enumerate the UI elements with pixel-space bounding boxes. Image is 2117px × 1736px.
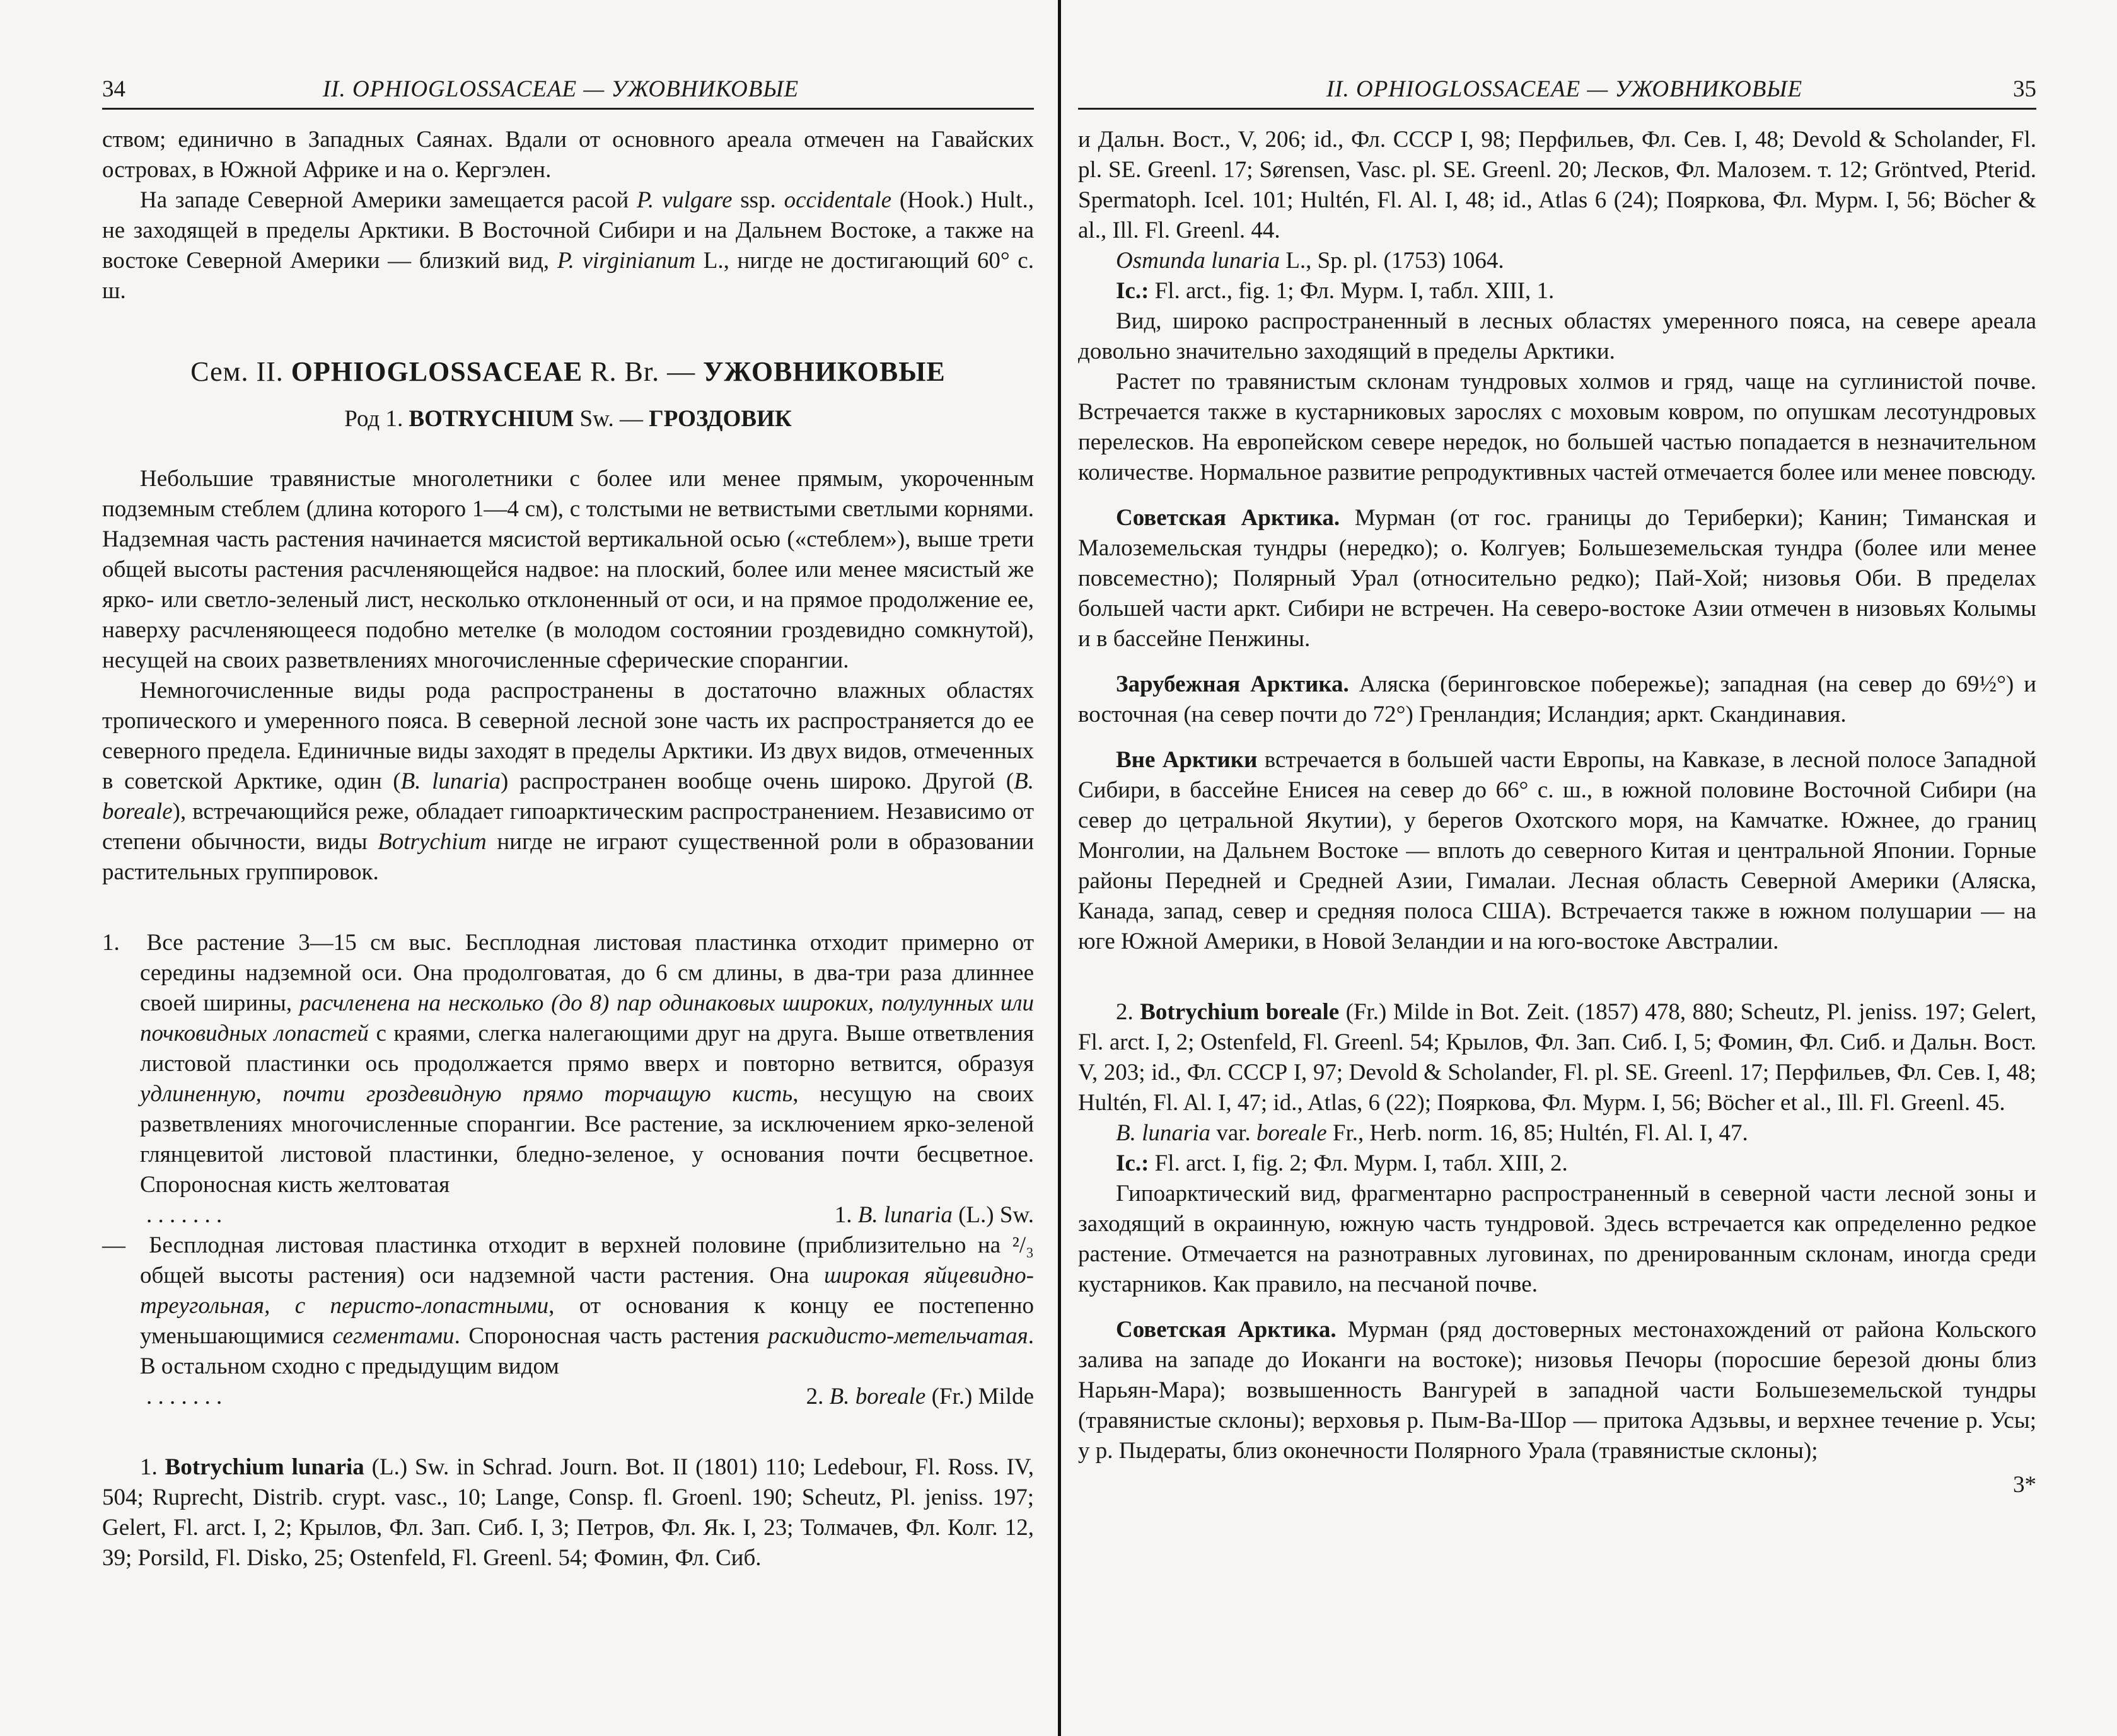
intro-text: ssp. (732, 187, 784, 213)
intro-paragraph-2 (102, 185, 1034, 306)
synonym-epithet: boreale (1256, 1120, 1327, 1146)
key-text: Все растение 3—15 см выс. Бесплодная листовая пластинка отходит примерно от середины надземной оси. Она продолговатая, до 6 см длины, в два-три раза длиннее своей ширины, (140, 930, 1034, 1016)
section-text: Мурман (ряд достоверных местонахождений от района Кольского залива на западе до Иоканги на востоке); низовья Печоры (поросшие березой дюны близ Нарьян-Мара); возвышенность Вангурей в западной части Большеземельской тундры (травянистые склоны); верховья р. Пым-Ва-Шор — притока Адзьвы, и верхнее течение р. Усы; у р. Пыдераты, близ оконечности Полярного Урала (травянистые склоны); (1078, 1317, 2036, 1464)
leader-dots: . . . . . . . (146, 1384, 223, 1409)
section-label: Вне Арктики (1116, 747, 1258, 773)
intro-paragraph-1: ством; единично в Западных Саянах. Вдали от основного ареала отмечен на Гавайских островах, в Южной Африке и на о. Кергэлен. (102, 127, 1034, 183)
key-text: . В остальном сходно с предыдущим видом (140, 1323, 1034, 1379)
key-number: 1. (102, 930, 120, 956)
synonym-citation: Fr., Herb. norm. 16, 85; Hultén, Fl. Al. I, 47. (1326, 1120, 1748, 1146)
species-name: Botrychium boreale (1140, 999, 1340, 1025)
habitat-paragraph: Растет по травянистым склонам тундровых холмов и гряд, чаще на суглинистой почве. Встречается также в кустарниковых зарослях с моховым ковром, по опушкам лесотундровых перелесков. На европейском севере нередок, но большей частью попадается в незначительном количестве. Нормальное развитие репродуктивных частей отмечается более или менее повсюду. (1078, 369, 2036, 485)
icones-boreale (1078, 1149, 2036, 1179)
family-author: R. Br. — (583, 356, 704, 387)
hypoarctic-paragraph: Гипоарктический вид, фрагментарно распространенный в северной части лесной зоны и заходящий в окраинную, южную часть тундровой. Здесь встречается как определенно редкое растение. Отмечается на разнотравных луговинах, по дренированным склонам, иногда среди кустарников. Как правило, на песчаной почве. (1078, 1181, 2036, 1297)
genus-description-2 (102, 676, 1034, 888)
soviet-arctic-lunaria (1078, 503, 2036, 654)
outside-arctic-lunaria (1078, 745, 2036, 957)
key-result-text: 2. B. boreale (Fr.) Milde (806, 1384, 1034, 1409)
key-couplet-2 (102, 1230, 1034, 1382)
family-russian-name: УЖОВНИКОВЫЕ (703, 356, 946, 387)
genus-russian-name: ГРОЗДОВИК (649, 406, 792, 432)
desc-text: ) распространен вообще очень широко. Другой ( (501, 768, 1014, 794)
desc-text: ), встречающийся реже, обладает гипоарктическим распространением. Независимо от степени обычности, виды (102, 799, 1034, 855)
species-entry-lunaria (102, 1452, 1034, 1573)
section-label: Зарубежная Арктика. (1116, 671, 1349, 697)
species-number: 2. (1116, 999, 1140, 1025)
section-text: Мурман (от гос. границы до Териберки); Канин; Тиманская и Малоземельская тундры (нередко); о. Колгуев; Большеземельская тундра (более или менее повсеместно); Полярный Урал (относительно редко); Пай-Хой; низовья Оби. В пределах большей части аркт. Сибири не встречен. На северо-востоке Азии отмечен в низовьях Колымы и в бассейне Пенжины. (1078, 505, 2036, 652)
taxon-name: Botrychium (378, 829, 487, 855)
species-name: Botrychium lunaria (165, 1454, 364, 1480)
habit-paragraph: Вид, широко распространенный в лесных областях умеренного пояса, на севере ареала довольно значительно заходящий в пределы Арктики. (1078, 308, 2036, 364)
icones-text: Fl. arct., fig. 1; Фл. Мурм. I, табл. XIII, 1. (1149, 278, 1555, 304)
icones-lunaria (1078, 276, 2036, 306)
family-prefix: Сем. II. (190, 356, 291, 387)
running-head-left (102, 76, 1034, 110)
key-result-2 (102, 1382, 1034, 1412)
key-text: с краями, слегка налегающими друг на друга. Выше ответвления листовой пластинки ось продолжается прямо вверх и повторно ветвится, образуя (140, 1021, 1034, 1077)
running-head-right (1078, 76, 2036, 110)
synonym-name: B. lunaria (1116, 1120, 1211, 1146)
genus-heading (102, 405, 1034, 432)
synonym-name: Osmunda lunaria (1116, 248, 1280, 274)
page-number-right: 35 (2013, 76, 2036, 102)
taxon-name: B. boreale (102, 768, 1034, 825)
key-result-1 (102, 1200, 1034, 1230)
foreign-arctic-lunaria (1078, 669, 2036, 730)
synonym-rank: var. (1210, 1120, 1257, 1146)
key-text-italic: удлиненную, почти гроздевидную прямо торчащую кисть (140, 1081, 793, 1107)
taxon-name: P. vulgare (637, 187, 733, 213)
key-text-italic: раскидисто-метельчатая (767, 1323, 1028, 1349)
section-text: встречается в большей части Европы, на Кавказе, в лесной полосе Западной Сибири, в бассейне Енисея на север до 66° с. ш., в южной половине Восточной Сибири (на север до цетральной Якутии), у берегов Охотского моря, на Камчатке. Южнее, до границ Монголии, на Дальнем Востоке — вплоть до северного Китая и центральной Японии. Горные районы Передней и Средней Азии, Гималаи. Лесная область Северной Америки (Аляска, Канада, запад, север и средняя полоса США). Встречается также в южном полушарии — на юге Южной Америки, в Новой Зеландии и на юго-востоке Австралии. (1078, 747, 2036, 954)
synonym-citation: L., Sp. pl. (1753) 1064. (1280, 248, 1504, 274)
key-number: — (102, 1232, 125, 1258)
running-title-left: II. OPHIOGLOSSACEAE — УЖОВНИКОВЫЕ (322, 76, 799, 102)
signature-mark: 3* (2013, 1472, 2036, 1498)
genus-name: BOTRYCHIUM (409, 406, 574, 432)
page-number-left: 34 (102, 76, 125, 102)
intro-text: На западе Северной Америки замещается расой (140, 187, 637, 213)
genus-author: Sw. — (574, 406, 649, 432)
key-text-italic: широкая яйцевидно-треугольная, с перисто-лопастными (140, 1263, 1034, 1319)
intro-text: L., нигде не достигающий 60° с. ш. (102, 248, 1034, 304)
species-entry-boreale (1078, 997, 2036, 1118)
desc-text: нигде не играют существенной роли в образовании растительных группировок. (102, 829, 1034, 885)
genus-prefix: Род 1. (344, 406, 409, 432)
gutter-rule (1058, 0, 1061, 1736)
genus-description-1: Небольшие травянистые многолетники с более или менее прямым, укороченным подземным стеблем (длина которого 1—4 см), с толстыми не ветвистыми светлыми корнями. Надземная часть растения начинается мясистой вертикальной осью («стеблем»), выше трети общей высоты растения расчленяющейся надвое: на плоский, более или менее мясистый же ярко- или светло-зеленый лист, несколько отклоненный от оси, и на прямое продолжение ее, наверху расчленяющееся подобно метелке (в молодом состоянии гроздевидно сомкнутой), несущей на своих разветвлениях многочисленные сферические спорангии. (102, 466, 1034, 673)
key-text: , от основания к концу ее постепенно уменьшающимися (140, 1293, 1034, 1349)
icones-label: Ic.: (1116, 278, 1149, 304)
key-text: Бесплодная листовая пластинка отходит в верхней половине (приблизительно на ²/₃ общей высоты растения) оси надземной части растения. Она (140, 1232, 1034, 1288)
key-text: , несущую на своих разветвлениях многочисленные спорангии. Все растение, за исключением ярко-зеленой глянцевитой листовой пластинки, бледно-зеленое, у основания почти бесцветное. Спороносная кисть желтоватая (140, 1081, 1035, 1198)
icones-text: Fl. arct. I, fig. 2; Фл. Мурм. I, табл. XIII, 2. (1149, 1150, 1568, 1176)
species-references: (Fr.) Milde in Bot. Zeit. (1857) 478, 880; Scheutz, Pl. jeniss. 197; Gelert, Fl. arct. I, 2; Ostenfeld, Fl. Greenl. 54; Крылов, Фл. Зап. Сиб. I, 5; Фомин, Фл. Сиб. и Дальн. Вост. V, 203; id., Фл. СССР I, 97; Devold & Scholander, Fl. pl. SE. Greenl. 17; Перфильев, Фл. Сев. I, 48; Hultén, Fl. Al. I, 47; id., Atlas, 6 (22); Пояркова, Фл. Мурм. I, 56; Böcher et al., Ill. Fl. Greenl. 45. (1078, 999, 2036, 1116)
running-title-right: II. OPHIOGLOSSACEAE — УЖОВНИКОВЫЕ (1326, 76, 1803, 102)
references-continued: и Дальн. Вост., V, 206; id., Фл. СССР I, 98; Перфильев, Фл. Сев. I, 48; Devold & Scholander, Fl. pl. SE. Greenl. 17; Sørensen, Vasc. pl. SE. Greenl. 20; Лесков, Фл. Малозем. т. 12; Gröntved, Pterid. Spermatoph. Icel. 101; Hultén, Fl. Al. I, 48; id., Atlas 6 (24); Пояркова, Фл. Мурм. I, 56; Böcher & al., Ill. Fl. Greenl. 44. (1078, 127, 2036, 243)
species-number: 1. (140, 1454, 165, 1480)
synonym-lunaria (1078, 246, 2036, 276)
synonym-boreale (1078, 1118, 2036, 1149)
desc-text: Немногочисленные виды рода распространены в достаточно влажных областях тропического и умеренного пояса. В северной лесной зоне часть их распространяется до ее северного предела. Единичные виды заходят в пределы Арктики. Из двух видов, отмеченных в советской Арктике, один ( (102, 678, 1034, 794)
key-result-text: 1. B. lunaria (L.) Sw. (834, 1202, 1034, 1228)
key-text-italic: сегментами (332, 1323, 455, 1349)
species-references: (L.) Sw. in Schrad. Journ. Bot. II (1801) 110; Ledebour, Fl. Ross. IV, 504; Ruprecht, Distrib. crypt. vasc., 10; Lange, Consp. fl. Groenl. 190; Scheutz, Pl. jeniss. 197; Gelert, Fl. arct. I, 2; Крылов, Фл. Зап. Сиб. I, 3; Петров, Фл. Як. I, 23; Толмачев, Фл. Колг. 12, 39; Porsild, Fl. Disko, 25; Ostenfeld, Fl. Greenl. 54; Фомин, Фл. Сиб. (102, 1454, 1034, 1571)
leader-dots: . . . . . . . (146, 1202, 223, 1228)
taxon-name: P. virginianum (557, 248, 696, 274)
taxon-name: B. lunaria (400, 768, 501, 794)
right-page (1062, 0, 2117, 1736)
intro-text: (Hook.) Hult., не заходящей в пределы Арктики. В Восточной Сибири и на Дальнем Востоке, а также на востоке Северной Америки — близкий вид, (102, 187, 1034, 274)
soviet-arctic-boreale (1078, 1315, 2036, 1466)
key-couplet-1 (102, 928, 1034, 1200)
family-name: OPHIOGLOSSACEAE (291, 356, 583, 387)
key-text-italic: расчленена на несколько (до 8) пар одинаковых широких, полулунных или почковидных лопастей (140, 990, 1034, 1046)
section-label: Советская Арктика. (1116, 505, 1340, 531)
identification-key (102, 928, 1034, 1412)
key-text: . Спороносная часть растения (454, 1323, 768, 1349)
icones-label: Ic.: (1116, 1150, 1149, 1176)
section-label: Советская Арктика. (1116, 1317, 1337, 1343)
family-heading (102, 356, 1034, 388)
taxon-name: occidentale (784, 187, 892, 213)
section-text: Аляска (беринговское побережье); западная (на север до 69½°) и восточная (на север почти до 72°) Гренландия; Исландия; аркт. Скандинавия. (1078, 671, 2036, 727)
